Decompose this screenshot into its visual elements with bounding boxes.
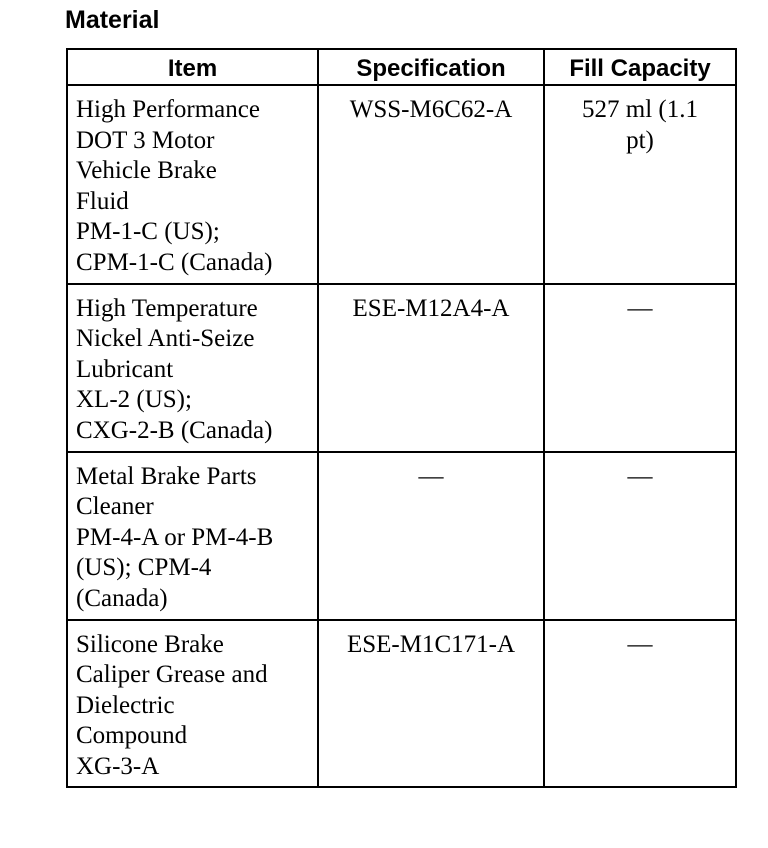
item-line: PM-1-C (US); [76,218,220,246]
item-cell [67,452,318,620]
item-line: CPM-1-C (Canada) [76,248,273,276]
table-row [67,85,736,284]
fill-capacity-line: — [627,462,653,490]
item-line: Dielectric [76,691,175,719]
fill-capacity-line: — [627,294,653,322]
specification-cell: ESE-M1C171-A [318,620,544,788]
header-fill-capacity: Fill Capacity [544,49,736,85]
item-cell [67,284,318,452]
fill-capacity-cell [544,620,736,788]
item-line: PM-4-A or PM-4-B [76,523,274,551]
item-line: (US); CPM-4 [76,554,212,582]
item-line: High Performance [76,96,260,123]
table-row [67,620,736,788]
header-item: Item [67,49,318,85]
fill-capacity-cell [544,85,736,284]
item-line: (Canada) [76,584,168,612]
item-cell [67,85,318,284]
item-line: Vehicle Brake [76,157,217,185]
item-line: Silicone Brake [76,630,224,658]
item-line: Lubricant [76,355,174,383]
header-specification: Specification [318,49,544,85]
item-line: Compound [76,722,188,750]
table-row [67,452,736,620]
item-line: Nickel Anti-Seize [76,325,255,353]
header-row [67,49,736,85]
fill-capacity-line: pt) [626,126,654,154]
item-line: CXG-2-B (Canada) [76,416,273,444]
item-line: Cleaner [76,493,154,521]
item-line: Fluid [76,187,129,215]
section-title: Material [65,6,160,34]
item-line: XG-3-A [76,752,160,780]
item-cell [67,620,318,788]
specification-cell: — [318,452,544,620]
table-row [67,284,736,452]
item-line: Caliper Grease and [76,661,268,689]
specification-cell: ESE-M12A4-A [318,284,544,452]
specification-cell: WSS-M6C62-A [318,85,544,284]
material-table [66,48,737,788]
fill-capacity-line: 527 ml (1.1 [582,96,698,123]
item-line: DOT 3 Motor [76,126,215,154]
fill-capacity-line: — [627,630,653,658]
fill-capacity-cell [544,452,736,620]
item-line: XL-2 (US); [76,386,192,414]
fill-capacity-cell [544,284,736,452]
item-line: High Temperature [76,294,258,322]
item-line: Metal Brake Parts [76,462,257,490]
